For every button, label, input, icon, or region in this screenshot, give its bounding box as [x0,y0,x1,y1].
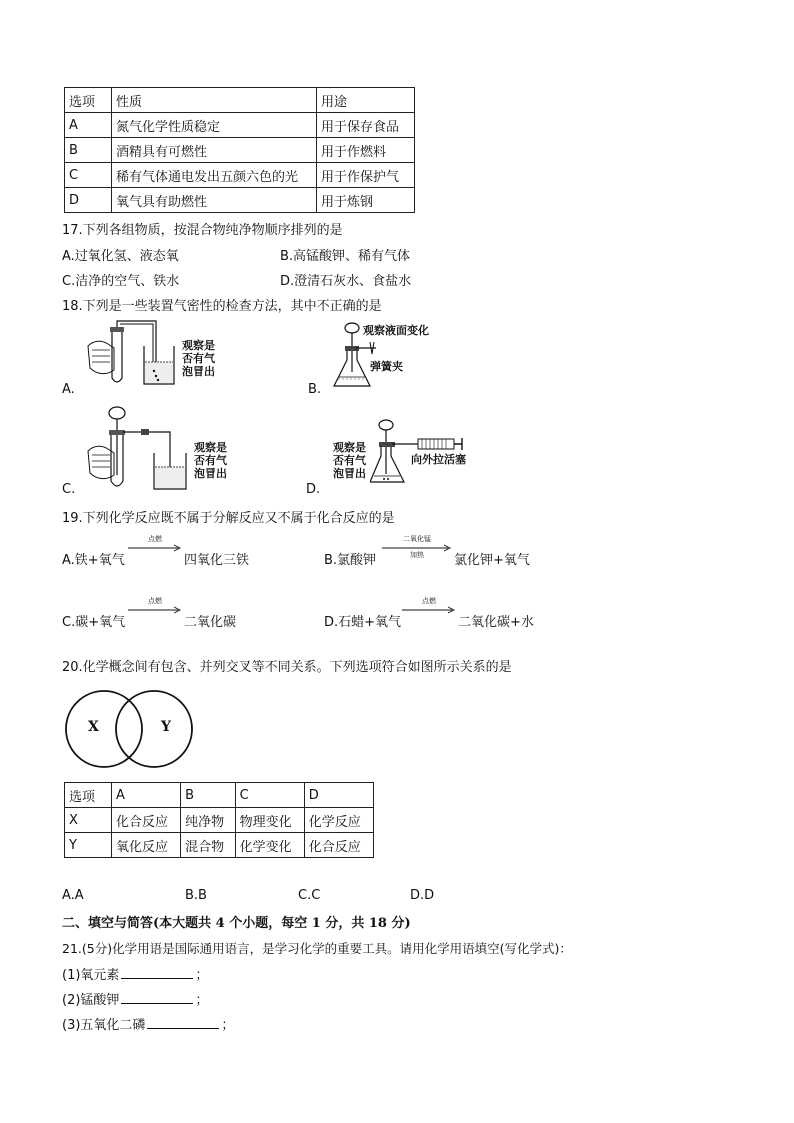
table-cell: 化合反应 [304,833,373,858]
q19-c-reactants: C.碳+氧气 [62,615,126,630]
venn-circle-x [66,691,142,767]
table-cell: 用途 [317,88,415,113]
caption-line: 观察是 [194,441,227,454]
table-cell: 酒精具有可燃性 [112,138,317,163]
table-cell: C [235,783,304,808]
q20-option-d: D.D [410,888,435,903]
venn-circle-y [116,691,192,767]
table-cell: D [65,188,112,213]
q20-option-c: C.C [298,888,321,903]
section-2-heading: 二、填空与简答(本大题共 4 个小题，每空 1 分，共 18 分) [62,916,411,931]
figure-c-funnel-tube-beaker [86,405,256,495]
table-cell: 化学反应 [304,808,373,833]
figure-c-caption [194,441,227,480]
caption-line: 观察是 [333,441,366,454]
table-cell: A [65,113,112,138]
item-label: (3)五氧化二磷 [62,1018,146,1033]
table-cell: 化学变化 [235,833,304,858]
property-use-table [64,87,415,213]
figure-d-caption-plunger: 向外拉活塞 [411,453,466,466]
table-row [65,833,374,858]
arrow-icon [128,544,182,552]
separator: ； [221,1018,235,1033]
table-row [65,113,415,138]
table-cell: 用于作保护气 [317,163,415,188]
q19-a-reactants: A.铁+氧气 [62,553,125,568]
q21-item-2 [62,989,208,1008]
item-label: (1)氧元素 [62,968,120,983]
venn-diagram [64,688,196,770]
q19-b-products: 氯化钾+氧气 [454,553,530,568]
table-cell: D [304,783,373,808]
q18-label-a: A. [62,382,75,397]
reaction-arrow [382,534,452,560]
q18-label-b: B. [308,382,322,397]
figure-b-caption-liquid: 观察液面变化 [363,324,429,337]
caption-line: 否有气 [194,454,227,467]
table-header-row [65,88,415,113]
table-cell: 氧气具有助燃性 [112,188,317,213]
q18-label-c: C. [62,482,76,497]
q21-item-1 [62,964,208,983]
table-cell: 选项 [65,88,112,113]
q20-option-b: B.B [185,888,207,903]
question-18-stem: 18.下列是一些装置气密性的检查方法，其中不正确的是 [62,299,382,314]
table-cell: 稀有气体通电发出五颜六色的光 [112,163,317,188]
arrow-icon [402,606,456,614]
q17-option-b: B.高锰酸钾、稀有气体 [280,249,411,264]
caption-line: 否有气 [333,454,366,467]
q17-option-c: C.洁净的空气、铁水 [62,274,180,289]
table-row [65,808,374,833]
figure-a-test-tube-beaker [86,318,246,394]
caption-line: 泡冒出 [182,365,215,378]
table-cell: 用于保存食品 [317,113,415,138]
figure-a-caption [182,339,215,378]
condition-label: 点燃 [422,597,436,605]
q20-option-a: A.A [62,888,84,903]
answer-blank[interactable] [147,1016,219,1029]
table-row [65,163,415,188]
q19-d-reactants: D.石蜡+氧气 [324,615,402,630]
question-19-stem: 19.下列化学反应既不属于分解反应又不属于化合反应的是 [62,511,395,526]
table-cell: 纯净物 [181,808,235,833]
q17-option-d: D.澄清石灰水、食盐水 [280,274,412,289]
table-cell: B [65,138,112,163]
venn-label-x: X [88,719,99,735]
condition-label: 点燃 [148,535,162,543]
table-cell: 性质 [112,88,317,113]
table-cell: 选项 [65,783,112,808]
table-cell: X [65,808,112,833]
arrow-icon [128,606,182,614]
reaction-arrow [128,534,182,558]
table-cell: C [65,163,112,188]
table-cell: 混合物 [181,833,235,858]
question-21-stem: 21.(5分)化学用语是国际通用语言，是学习化学的重要工具。请用化学用语填空(写化学式)： [62,941,572,956]
table-row [65,138,415,163]
venn-label-y: Y [161,719,171,735]
item-label: (2)锰酸钾 [62,993,120,1008]
caption-line: 泡冒出 [194,467,227,480]
q19-b-reactants: B.氯酸钾 [324,553,377,568]
table-cell: 用于作燃料 [317,138,415,163]
table-cell: 物理变化 [235,808,304,833]
caption-line: 观察是 [182,339,215,352]
table-cell: A [112,783,181,808]
q19-d-products: 二氧化碳+水 [458,615,534,630]
q17-option-a: A.过氧化氢、液态氧 [62,249,179,264]
caption-line: 泡冒出 [333,467,366,480]
reaction-arrow [402,596,456,620]
separator: ； [195,968,209,983]
table-header-row [65,783,374,808]
relation-options-table [64,782,374,858]
q19-c-products: 二氧化碳 [184,615,237,630]
answer-blank[interactable] [121,966,193,979]
q18-label-d: D. [306,482,321,497]
table-cell: 氧化反应 [112,833,181,858]
separator: ； [195,993,209,1008]
q21-item-3 [62,1014,234,1033]
figure-d-caption [333,441,366,480]
table-cell: 氮气化学性质稳定 [112,113,317,138]
question-17-stem: 17.下列各组物质，按混合物纯净物顺序排列的是 [62,223,343,238]
reaction-arrow [128,596,182,620]
table-cell: 用于炼钢 [317,188,415,213]
condition-label-below: 加热 [410,551,424,559]
table-cell: 化合反应 [112,808,181,833]
table-cell: Y [65,833,112,858]
condition-label: 点燃 [148,597,162,605]
answer-blank[interactable] [121,991,193,1004]
question-20-stem: 20.化学概念间有包含、并列交叉等不同关系。下列选项符合如图所示关系的是 [62,660,512,675]
figure-b-caption-clamp: 弹簧夹 [370,360,403,373]
condition-label: 二氧化锰 [403,535,431,543]
table-cell: B [181,783,235,808]
table-row [65,188,415,213]
q19-a-products: 四氧化三铁 [184,553,250,568]
caption-line: 否有气 [182,352,215,365]
